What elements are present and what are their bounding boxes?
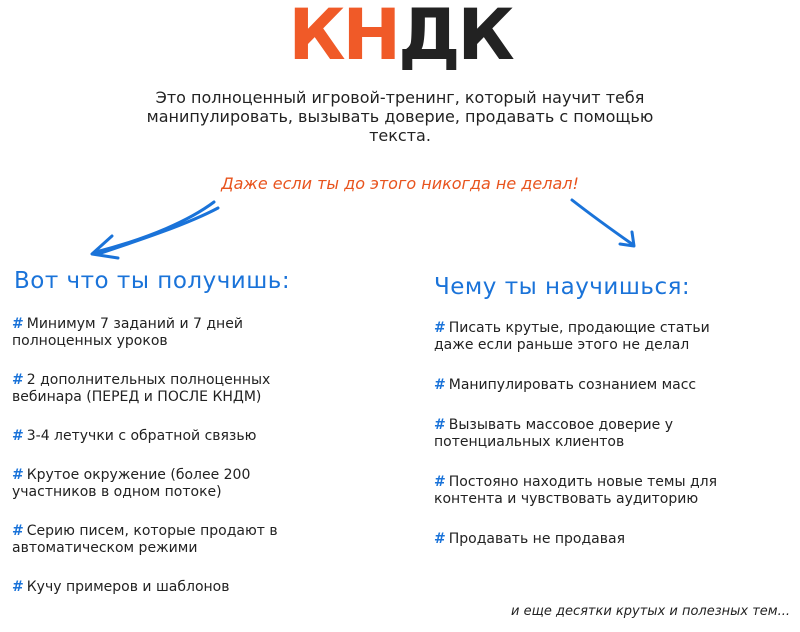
hash-icon: # <box>12 467 24 483</box>
list-item-text: автоматическом режими <box>12 540 198 556</box>
hash-icon: # <box>434 417 446 433</box>
list-item <box>12 316 332 350</box>
logo-part-dark: ДК <box>398 0 512 76</box>
list-item-text: контента и чувствовать аудиторию <box>434 491 699 507</box>
left-column-title: Вот что ты получишь: <box>14 268 291 294</box>
list-item <box>434 474 784 508</box>
left-arrow-icon <box>92 202 218 258</box>
list-item-text: 3-4 летучки с обратной связью <box>26 428 257 444</box>
intro-text <box>100 88 700 145</box>
list-item <box>434 417 784 451</box>
skills-list <box>434 320 784 571</box>
list-item-text: даже если раньше этого не делал <box>434 337 690 353</box>
benefits-list <box>12 316 332 618</box>
list-item-text: Писать крутые, продающие статьи <box>448 320 710 336</box>
list-item-text: Продавать не продавая <box>448 531 625 547</box>
right-arrow-icon <box>572 200 634 246</box>
hash-icon: # <box>434 377 446 393</box>
hash-icon: # <box>12 428 24 444</box>
hash-icon: # <box>12 316 24 332</box>
list-item-text: Серию писем, которые продают в <box>26 523 278 539</box>
list-item <box>434 320 784 354</box>
list-item-text: Манипулировать сознанием масс <box>448 377 697 393</box>
list-item-text: Вызывать массовое доверие у <box>448 417 674 433</box>
intro-line: текста. <box>369 126 431 145</box>
list-item <box>12 467 332 501</box>
hash-icon: # <box>12 523 24 539</box>
hash-icon: # <box>434 474 446 490</box>
intro-line: манипулировать, вызывать доверие, продавать с помощью <box>146 107 654 126</box>
list-item <box>434 377 784 394</box>
list-item <box>12 579 332 596</box>
logo-part-orange: КН <box>288 0 399 76</box>
hash-icon: # <box>12 372 24 388</box>
footer-note: и еще десятки крутых и полезных тем... <box>511 604 790 619</box>
list-item-text: потенциальных клиентов <box>434 434 625 450</box>
list-item <box>12 372 332 406</box>
logo <box>0 0 800 76</box>
right-column-title: Чему ты научишься: <box>434 274 691 300</box>
list-item-text: Постояно находить новые темы для <box>448 474 718 490</box>
hash-icon: # <box>434 320 446 336</box>
intro-line: Это полноценный игровой-тренинг, который научит тебя <box>155 88 645 107</box>
highlight-text: Даже если ты до этого никогда не делал! <box>221 174 579 193</box>
list-item-text: участников в одном потоке) <box>12 484 222 500</box>
hash-icon: # <box>12 579 24 595</box>
list-item-text: вебинара (ПЕРЕД и ПОСЛЕ КНДМ) <box>12 389 262 405</box>
list-item-text: 2 дополнительных полноценных <box>26 372 271 388</box>
list-item <box>12 523 332 557</box>
list-item-text: Крутое окружение (более 200 <box>26 467 251 483</box>
list-item-text: Кучу примеров и шаблонов <box>26 579 230 595</box>
hash-icon: # <box>434 531 446 547</box>
list-item-text: Минимум 7 заданий и 7 дней <box>26 316 243 332</box>
list-item <box>12 428 332 445</box>
list-item <box>434 531 784 548</box>
list-item-text: полноценных уроков <box>12 333 168 349</box>
